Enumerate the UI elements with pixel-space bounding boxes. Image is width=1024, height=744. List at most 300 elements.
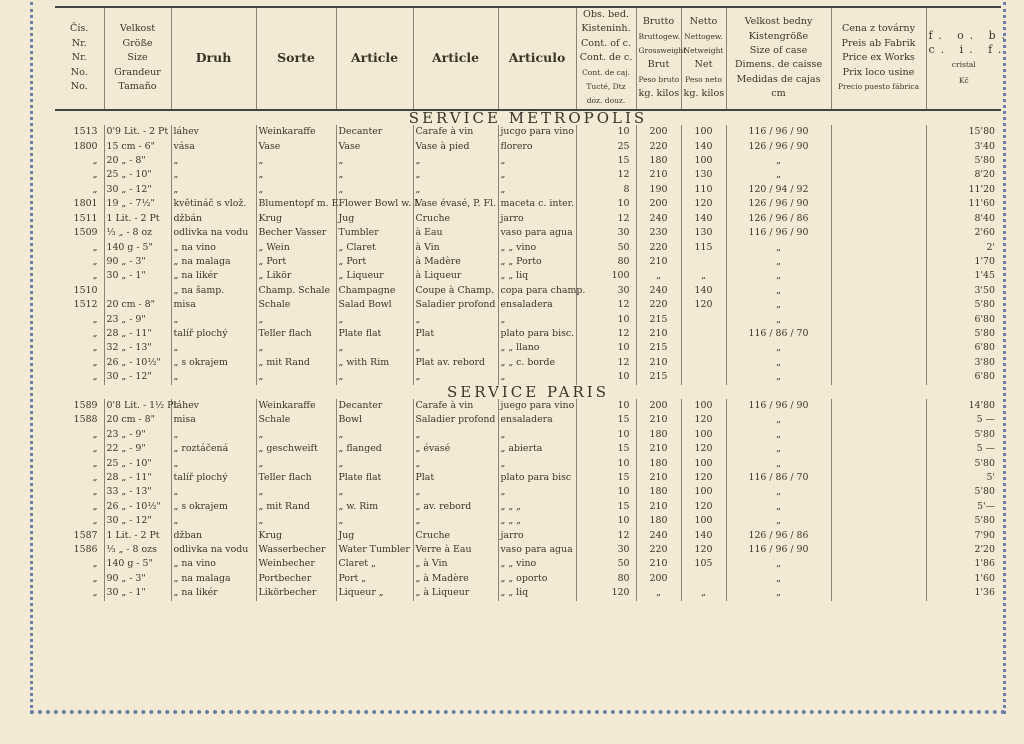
table-row: [55, 341, 1001, 355]
article-fr: à Eau: [413, 226, 498, 240]
header-sorte: Sorte: [256, 7, 336, 110]
article-en: Jug: [336, 529, 413, 543]
cat-number: „: [92, 255, 98, 267]
case-size: „: [726, 313, 831, 327]
case-content: 10: [576, 313, 636, 327]
druh: láhev: [171, 399, 256, 413]
druh: odlivka na vodu: [171, 226, 256, 240]
cat-number: „: [92, 515, 98, 527]
table-row: [55, 572, 1001, 586]
size: 30 „ - 1": [104, 586, 171, 600]
case-content: 12: [576, 298, 636, 312]
case-content: 15: [576, 154, 636, 168]
price-fob: 1'86: [926, 557, 1001, 571]
druh: „: [171, 168, 256, 182]
gross-weight: 180: [636, 514, 681, 528]
price-fob: 8'40: [926, 212, 1001, 226]
size: 19 „ - 7½": [104, 197, 171, 211]
price-fob: 6'80: [926, 313, 1001, 327]
article-fr: Saladier profond: [413, 413, 498, 427]
gross-weight: 220: [636, 543, 681, 557]
gross-weight: 180: [636, 154, 681, 168]
price-fob: 1'70: [926, 255, 1001, 269]
cat-number: „: [92, 327, 98, 339]
net-weight: „: [681, 269, 726, 283]
price-fob: 6'80: [926, 341, 1001, 355]
gross-weight: 215: [636, 313, 681, 327]
articulo: copa para champ.: [498, 284, 576, 298]
size: 25 „ - 10": [104, 168, 171, 182]
size: 20 „ - 8": [104, 154, 171, 168]
case-content: 80: [576, 572, 636, 586]
case-content: 30: [576, 226, 636, 240]
article-fr: „: [413, 370, 498, 384]
sorte: Wasserbecher: [256, 543, 336, 557]
articulo: „ „ llano: [498, 341, 576, 355]
article-fr: „: [413, 341, 498, 355]
header-articulo: Articulo: [498, 7, 576, 110]
cat-number: „: [92, 472, 98, 483]
druh: „ na malaga: [171, 572, 256, 586]
size: 25 „ - 10": [104, 457, 171, 471]
article-fr: Plat: [413, 327, 498, 341]
table-row: [55, 226, 1001, 240]
sorte: „: [256, 313, 336, 327]
header-size: Velkost Größe Size Grandeur Tamaño: [104, 7, 171, 110]
sorte: „: [256, 183, 336, 197]
druh: misa: [171, 413, 256, 427]
price-ex-works: [831, 284, 926, 298]
size: 33 „ - 13": [104, 485, 171, 499]
sorte: „: [256, 370, 336, 384]
gross-weight: 240: [636, 212, 681, 226]
case-size: 126 / 96 / 90: [726, 140, 831, 154]
price-fob: 2'60: [926, 226, 1001, 240]
net-weight: 100: [681, 457, 726, 471]
price-ex-works: [831, 471, 926, 485]
case-content: 80: [576, 255, 636, 269]
gross-weight: „: [636, 269, 681, 283]
case-content: 10: [576, 428, 636, 442]
case-content: 12: [576, 212, 636, 226]
size: 26 „ - 10½": [104, 356, 171, 370]
price-fob: 2'20: [926, 543, 1001, 557]
sorte: „: [256, 154, 336, 168]
net-weight: [681, 313, 726, 327]
sorte: Champ. Schale: [256, 284, 336, 298]
sorte: Becher Vasser: [256, 226, 336, 240]
druh: „ na vino: [171, 557, 256, 571]
size: 20 cm - 8": [104, 298, 171, 312]
druh: „: [171, 341, 256, 355]
case-size: „: [726, 442, 831, 456]
net-weight: 140: [681, 140, 726, 154]
case-content: 100: [576, 269, 636, 283]
price-fob: 3'50: [926, 284, 1001, 298]
size: 15 cm - 6": [104, 140, 171, 154]
case-size: „: [726, 413, 831, 427]
case-size: 116 / 86 / 70: [726, 327, 831, 341]
case-content: 10: [576, 370, 636, 384]
size: 28 „ - 11": [104, 471, 171, 485]
price-fob: 1'60: [926, 572, 1001, 586]
gross-weight: 190: [636, 183, 681, 197]
gross-weight: 220: [636, 140, 681, 154]
net-weight: 120: [681, 442, 726, 456]
case-size: 120 / 94 / 92: [726, 183, 831, 197]
price-ex-works: [831, 529, 926, 543]
case-size: „: [726, 572, 831, 586]
druh: „ roztáčená: [171, 442, 256, 456]
size: ⅓ „ - 8 ozs: [104, 543, 171, 557]
net-weight: 120: [681, 197, 726, 211]
druh: džban: [171, 529, 256, 543]
table-row: [55, 399, 1001, 413]
net-weight: [681, 255, 726, 269]
net-weight: 115: [681, 241, 726, 255]
druh: „ na šamp.: [171, 284, 256, 298]
article-en: Water Tumbler: [336, 543, 413, 557]
druh: „ na likér: [171, 586, 256, 600]
articulo: plato para bisc: [498, 471, 576, 485]
price-fob: 11'20: [926, 183, 1001, 197]
gross-weight: 210: [636, 168, 681, 182]
header-obs: Obs. bed. Kisteninh. Cont. of c. Cont. de c. Cont. de caj. Tucté, Dtz doz. douz.: [576, 7, 636, 110]
gross-weight: 210: [636, 255, 681, 269]
header-price: Cena z továrny Preis ab Fabrik Price ex Works Prix loco usine Precio puesto fábrica: [831, 7, 926, 110]
sorte: Portbecher: [256, 572, 336, 586]
article-fr: „: [413, 457, 498, 471]
article-fr: Vase évasé, P. Fl.: [413, 197, 498, 211]
price-fob: 5'80: [926, 514, 1001, 528]
price-fob: 5'80: [926, 298, 1001, 312]
case-size: 116 / 86 / 70: [726, 471, 831, 485]
table-row: [55, 586, 1001, 600]
cat-number: „: [92, 356, 98, 368]
gross-weight: 230: [636, 226, 681, 240]
sorte: Weinkaraffe: [256, 125, 336, 139]
price-ex-works: [831, 586, 926, 600]
price-ex-works: [831, 255, 926, 269]
table-row: [55, 284, 1001, 298]
cat-number: „: [92, 443, 98, 455]
articulo: „: [498, 168, 576, 182]
price-ex-works: [831, 500, 926, 514]
size: 28 „ - 11": [104, 327, 171, 341]
cat-number: 1510: [73, 284, 98, 296]
table-row: [55, 183, 1001, 197]
net-weight: 130: [681, 226, 726, 240]
price-fob: 5'80: [926, 327, 1001, 341]
article-fr: „: [413, 485, 498, 499]
size: 140 g - 5": [104, 557, 171, 571]
size: 90 „ - 3": [104, 255, 171, 269]
articulo: „ abierta: [498, 442, 576, 456]
article-en: Liqueur „: [336, 586, 413, 600]
case-size: „: [726, 500, 831, 514]
size: 140 g - 5": [104, 241, 171, 255]
case-content: 30: [576, 543, 636, 557]
article-en: „ flanged: [336, 442, 413, 456]
table-row: [55, 168, 1001, 182]
size: 23 „ - 9": [104, 313, 171, 327]
articulo: „ „ Porto: [498, 255, 576, 269]
druh: květináč s vlož.: [171, 197, 256, 211]
articulo: jarro: [498, 212, 576, 226]
table-row: [55, 529, 1001, 543]
sorte: „: [256, 168, 336, 182]
table-row: [55, 428, 1001, 442]
price-fob: 5'—: [926, 500, 1001, 514]
article-en: Champagne: [336, 284, 413, 298]
table-row: [55, 197, 1001, 211]
druh: „ s okrajem: [171, 356, 256, 370]
table-row: [55, 557, 1001, 571]
case-content: 15: [576, 413, 636, 427]
gross-weight: 220: [636, 298, 681, 312]
article-en: Jug: [336, 212, 413, 226]
gross-weight: 210: [636, 471, 681, 485]
article-fr: Carafe à vin: [413, 125, 498, 139]
article-fr: Cruche: [413, 529, 498, 543]
price-ex-works: [831, 356, 926, 370]
case-content: 30: [576, 284, 636, 298]
gross-weight: 215: [636, 370, 681, 384]
net-weight: 100: [681, 154, 726, 168]
cat-number: 1589: [73, 399, 98, 411]
case-size: 116 / 96 / 90: [726, 226, 831, 240]
price-fob: 5'80: [926, 485, 1001, 499]
net-weight: [681, 327, 726, 341]
size: 30 „ - 1": [104, 269, 171, 283]
article-en: „: [336, 313, 413, 327]
price-ex-works: [831, 370, 926, 384]
case-size: „: [726, 298, 831, 312]
article-fr: Plat: [413, 471, 498, 485]
cat-number: 1509: [73, 227, 98, 239]
articulo: „: [498, 154, 576, 168]
table-row: [55, 313, 1001, 327]
price-ex-works: [831, 313, 926, 327]
price-fob: 3'40: [926, 140, 1001, 154]
case-size: „: [726, 370, 831, 384]
article-en: „: [336, 485, 413, 499]
size: 1 Lit. - 2 Pt: [104, 212, 171, 226]
gross-weight: 240: [636, 529, 681, 543]
article-fr: „ évasé: [413, 442, 498, 456]
price-fob: 1'36: [926, 586, 1001, 600]
table-header: [55, 7, 1001, 110]
article-fr: Vase à pied: [413, 140, 498, 154]
price-ex-works: [831, 168, 926, 182]
case-content: 50: [576, 557, 636, 571]
table-row: [55, 298, 1001, 312]
size: 22 „ - 9": [104, 442, 171, 456]
price-ex-works: [831, 125, 926, 139]
sorte: Weinkaraffe: [256, 399, 336, 413]
price-ex-works: [831, 212, 926, 226]
articulo: „ „ „: [498, 514, 576, 528]
price-fob: 5'80: [926, 154, 1001, 168]
articulo: maceta c. inter.: [498, 197, 576, 211]
net-weight: 100: [681, 125, 726, 139]
net-weight: [681, 572, 726, 586]
case-size: 116 / 96 / 90: [726, 399, 831, 413]
articulo: „: [498, 457, 576, 471]
case-content: 10: [576, 125, 636, 139]
gross-weight: 200: [636, 399, 681, 413]
price-ex-works: [831, 341, 926, 355]
case-size: „: [726, 457, 831, 471]
table-row: [55, 413, 1001, 427]
druh: „ na vino: [171, 241, 256, 255]
net-weight: 120: [681, 413, 726, 427]
article-fr: Cruche: [413, 212, 498, 226]
article-en: „ w. Rim: [336, 500, 413, 514]
article-fr: „: [413, 154, 498, 168]
druh: „ s okrajem: [171, 500, 256, 514]
sorte: Krug: [256, 212, 336, 226]
price-ex-works: [831, 298, 926, 312]
price-fob: 15'80: [926, 125, 1001, 139]
cat-number: „: [92, 241, 98, 253]
articulo: „: [498, 428, 576, 442]
article-en: „: [336, 370, 413, 384]
gross-weight: 215: [636, 341, 681, 355]
articulo: „: [498, 183, 576, 197]
cat-number: „: [92, 169, 98, 181]
header-article-fr: Article: [413, 7, 498, 110]
article-fr: „ av. rebord: [413, 500, 498, 514]
article-fr: Plat av. rebord: [413, 356, 498, 370]
article-en: Claret „: [336, 557, 413, 571]
table-row: [55, 140, 1001, 154]
case-content: 12: [576, 327, 636, 341]
article-en: „: [336, 514, 413, 528]
articulo: jucgo para vino: [498, 125, 576, 139]
price-ex-works: [831, 154, 926, 168]
case-size: „: [726, 356, 831, 370]
article-en: „: [336, 183, 413, 197]
net-weight: [681, 370, 726, 384]
size: 20 cm - 8": [104, 413, 171, 427]
druh: „: [171, 183, 256, 197]
article-fr: Saladier profond: [413, 298, 498, 312]
druh: „: [171, 313, 256, 327]
sorte: „ Port: [256, 255, 336, 269]
gross-weight: 180: [636, 428, 681, 442]
druh: „: [171, 514, 256, 528]
case-size: 126 / 96 / 90: [726, 197, 831, 211]
cat-number: „: [92, 572, 98, 584]
articulo: „ „ „: [498, 500, 576, 514]
price-ex-works: [831, 514, 926, 528]
case-content: 15: [576, 471, 636, 485]
size: 1 Lit. - 2 Pt: [104, 529, 171, 543]
price-table: [55, 6, 1012, 601]
price-ex-works: [831, 197, 926, 211]
net-weight: 110: [681, 183, 726, 197]
case-content: 12: [576, 356, 636, 370]
price-fob: 5': [926, 471, 1001, 485]
articulo: „: [498, 370, 576, 384]
sorte: „: [256, 341, 336, 355]
gross-weight: „: [636, 586, 681, 600]
table-row: [55, 514, 1001, 528]
size: 0'9 Lit. - 2 Pt: [104, 125, 171, 139]
article-fr: „: [413, 428, 498, 442]
article-en: „ Liqueur: [336, 269, 413, 283]
price-ex-works: [831, 557, 926, 571]
table-row: [55, 125, 1001, 139]
articulo: plato para bisc.: [498, 327, 576, 341]
header-cis: Čís. Nr. Nr. No. No.: [55, 7, 104, 110]
article-fr: „: [413, 183, 498, 197]
article-fr: „: [413, 514, 498, 528]
net-weight: 120: [681, 471, 726, 485]
articulo: ensaladera: [498, 413, 576, 427]
articulo: „ „ oporto: [498, 572, 576, 586]
net-weight: 120: [681, 298, 726, 312]
net-weight: 100: [681, 399, 726, 413]
net-weight: 120: [681, 543, 726, 557]
article-en: Plate flat: [336, 327, 413, 341]
cat-number: 1513: [73, 126, 98, 138]
sorte: „ mit Rand: [256, 500, 336, 514]
article-en: Decanter: [336, 399, 413, 413]
net-weight: 100: [681, 514, 726, 528]
articulo: „ „ vino: [498, 557, 576, 571]
price-ex-works: [831, 428, 926, 442]
size: 32 „ - 13": [104, 341, 171, 355]
gross-weight: 210: [636, 413, 681, 427]
cat-number: „: [92, 371, 98, 383]
net-weight: 105: [681, 557, 726, 571]
article-fr: Verre à Eau: [413, 543, 498, 557]
size: 90 „ - 3": [104, 572, 171, 586]
articulo: „ „ vino: [498, 241, 576, 255]
table-row: [55, 154, 1001, 168]
header-case-size: Velkost bedny Kistengröße Size of case Dimens. de caisse Medidas de cajas cm: [726, 7, 831, 110]
case-content: 50: [576, 241, 636, 255]
header-article-en: Article: [336, 7, 413, 110]
gross-weight: 180: [636, 485, 681, 499]
case-content: 10: [576, 341, 636, 355]
druh: „: [171, 485, 256, 499]
sorte: Likörbecher: [256, 586, 336, 600]
size: ⅓ „ - 8 oz: [104, 226, 171, 240]
case-size: „: [726, 341, 831, 355]
price-fob: 5'80: [926, 428, 1001, 442]
net-weight: [681, 341, 726, 355]
articulo: „: [498, 313, 576, 327]
price-ex-works: [831, 140, 926, 154]
case-size: „: [726, 485, 831, 499]
articulo: florero: [498, 140, 576, 154]
cat-number: 1588: [73, 414, 98, 426]
druh: „: [171, 428, 256, 442]
gross-weight: 210: [636, 327, 681, 341]
net-weight: 100: [681, 485, 726, 499]
druh: misa: [171, 298, 256, 312]
sorte: „ geschweift: [256, 442, 336, 456]
druh: vása: [171, 140, 256, 154]
price-fob: 8'20: [926, 168, 1001, 182]
case-content: 8: [576, 183, 636, 197]
case-content: 10: [576, 514, 636, 528]
article-en: „ Port: [336, 255, 413, 269]
sorte: Weinbecher: [256, 557, 336, 571]
